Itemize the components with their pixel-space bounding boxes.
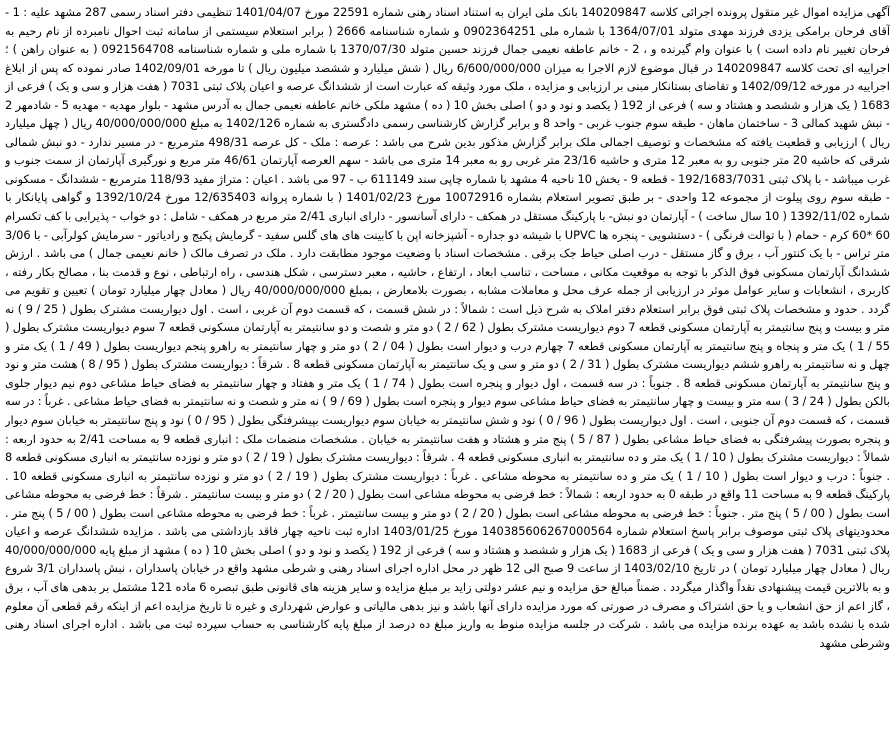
notice-body: آگهی مزایده اموال غیر منقول پرونده اجرائی کلاسه 140209847 بانک ملی ایران به استناد اسناد رهنی شماره 22591 مورخ 1401/04/07 تنظیمی دفتر اسناد رسمی 287 مشهد علیه : 1 - آقای فرحان برامکی یزدی فرزند مهدی متولد 1364/07/01 با شماره ملی 0902364251 و شماره شناسنامه 2666 ( برابر استعلام سیستمی از سامانه ثبت احوال نامبرده از نام رحیم به فرحان تغییر نام داده است ) با عنوان وام گیرنده و ، 2 - خانم عاطفه نعیمی جمال فرزند حسین متولد 1370/07/30 با شماره ملی و شماره شناسنامه 0921564708 ( به عنوان راهن ) ؛ اجراییه ای تحت کلاسه 140209847 در قبال موضوع لازم الاجرا به میزان 6/600/000/000 ریال ( شش میلیارد و ششصد میلیون ریال ) تا مورخه 1402/09/01 صادر نموده که پس از ابلاغ اجراییه در مورخه 1402/09/12 و تقاضای بستانکار مبنی بر ارزیابی و مزایده ، ملک مورد وثیقه که عبارت است از ششدانگ عرصه و اعیان پلاک ثبتی 7031 ( هفت هزار و سی و یک ) فرعی از 1683 ( یک هزار و ششصد و هشتاد و سه ) فرعی از 192 ( یکصد و نود و دو ) اصلی بخش 10 ( ده ) مشهد ملکی خانم عاطفه نعیمی جمال به آدرس مشهد - بلوار مهدیه - مهدیه 5 - شادمهر 2 - نبش شهید کمالی 3 - ساختمان ماهان - طبقه سوم جنوب غربی - واحد 8 و برابر گزارش کارشناسی رسمی دادگستری به شماره 1402/126 به مبلغ 40/000/000/000 ریال ( چهل میلیارد ریال ) ارزیابی و قطعیت یافته که مشخصات و توصیف اجمالی ملک برابر گزارش مذکور بدین شرح می باشد : عرصه : ملک - کل عرصه 498/31 مترمربع - در مسیر ندارد - دو نبش شمالی شرقی که حاشیه 20 متر جنوبی رو به معبر 12 متری و حاشیه 23/16 متر غربی رو به معبر 14 متری می باشد - سهم العرصه آپارتمان 46/61 متر مربع و نورگیری آپارتمان از سمت جنوب و غرب میباشد - با پلاک ثبتی 192/1683/7031 - قطعه 9 - بخش 10 ناحیه 4 مشهد با شماره چاپی سند 611149 ب - 97 می باشد . اعیان : متراژ مفید 118/93 مترمربع - ششدانگ - مسکونی - طبقه سوم روی پیلوت از مجموعه 12 واحدی - بر طبق تصویر استعلام بشماره 10072916 مورخ 1401/02/23 ( با شماره پروانه 12/635403 مورخ 1392/10/24 و گواهی پایانکار با شماره 1392/11/02 ( 10 سال ساخت ) - آپارتمان دو نبش- با پارکینگ مستقل در همکف - دارای آسانسور - دارای انباری 2/41 متر مربع در همکف - شامل : دو خواب - پذیرایی با کف تکسرام 60 *60 کرم - حمام ( با توالت فرنگی ) - دستشویی - پنجره ها UPVC با شیشه دو جداره - آشپزخانه اپن با کابینت های های گلس سفید - گرمایش پکیج و رادیاتور - سرمایش کولرآبی - با 3/06 متر تراس - با یک کنتور آب ، برق و گاز مستقل - درب اصلی حیاط جک برقی . مشخصات اسناد با وضعیت موجود مطابقت دارد . ملک در تصرف مالک ( خانم نعیمی جمال ) می باشد . ارزش ششدانگ آپارتمان مسکونی فوق الذکر با توجه به موقعیت مکانی ، مساحت ، تناسب ابعاد ، ارتفاع ، حاشیه ، معبر دسترسی ، شکل هندسی ، راه ارتباطی ، نوع و قدمت بنا ، مصالح بکار رفته ، کاربری ، انشعابات و سایر عوامل موثر در ارزیابی از جمله عرف محل و معاملات مشابه ، بصورت بلامعارض ، بمبلغ 40/000/000/000 ریال ( معادل چهار میلیارد تومان ) تعیین و تقویم می گردد . حدود و مشخصات پلاک ثبتی فوق برابر استعلام دفتر املاک به شرح ذیل است : شمالاً : در شش قسمت ، که قسمت دوم آن غربی ، است . اول دیواریست مشترک بطول ( 25 / 9 ) نه متر و بیست و پنج سانتیمتر به آپارتمان مسکونی قطعه 7 دوم دیواریست مشترک بطول ( 62 / 2 ) دو متر و شصت و دو سانتیمتر به آپارتمان مسکونی قطعه 7 سوم دیواریست مشترک بطول ( 55 / 1 ) یک متر و پنجاه و پنج سانتیمتر به آپارتمان مسکونی قطعه 7 چهارم درب و دیوار است بطول ( 04 / 2 ) دو متر و چهار سانتیمتر به راهرو پنجم دیواریست بطول ( 49 / 1 ) یک متر و چهل و نه سانتیمتر به راهرو ششم دیواریست مشترک بطول ( 31 / 2 ) دو متر و سی و یک سانتیمتر به آپارتمان مسکونی قطعه 8 . شرقاً : دیواریست مشترک بطول ( 95 / 8 ) هشت متر و نود و پنج سانتیمتر به آپارتمان مسکونی قطعه 8 . جنوباً : در سه قسمت ، اول دیوار و پنجره است بطول ( 74 / 1 ) یک متر و هفتاد و چهار سانتیمتر به فضای حیاط مشاعی دوم نیم دیوار جلوی بالکن بطول ( 24 / 3 ) سه متر و بیست و چهار سانتیمتر به فضای حیاط مشاعی سوم دیوار و پنجره است بطول ( 69 / 9 ) نه متر و شصت و نه سانتیمتر به فضای حیاط مشاعی . غرباً : در سه قسمت ، که قسمت دوم آن جنوبی ، است . اول دیواریست بطول ( 96 / 0 ) نود و شش سانتیمتر به خیابان سوم دیواریست بپیشرفتگی بطول ( 95 / 0 ) نود و پنج سانتیمتر به خیابان سوم دیوار و پنجره بصورت پیشرفتگی به فضای حیاط مشاعی بطول ( 87 / 5 ) پنج متر و هشتاد و هفت سانتیمتر به خیابان . مشخصات منضمات ملک : انباری قطعه 9 به مساحت 2/41 به حدود اربعه : شمالاً : دیواریست مشترک بطول ( 10 / 1 ) یک متر و ده سانتیمتر به انباری مسکونی قطعه 4 . شرقاً : دیواریست مشترک بطول ( 19 / 2 ) دو متر و نوزده سانتیمتر به انباری مسکونی قطعه 8 . جنوباً : درب و دیوار است بطول ( 10 / 1 ) یک متر و ده سانتیمتر به محوطه مشاعی . غرباً : دیواریست مشترک بطول ( 19 / 2 ) دو متر و نوزده سانتیمتر به انباری مسکونی قطعه 10 . پارکینگ قطعه 9 به مساحت 11 واقع در طبقه 0 به حدود اربعه : شمالاً : خط فرضی به محوطه مشاعی است بطول ( 20 / 2 ) دو متر و بیست سانتیمتر . شرقاً : خط فرضی به محوطه مشاعی است بطول ( 00 / 5 ) پنج متر . جنوباً : خط فرضی به محوطه مشاعی است بطول ( 20 / 2 ) دو متر و بیست سانتیمتر . غرباً : خط فرضی به محوطه مشاعی است بطول ( 00 / 5 ) پنج متر . محدودیتهای پلاک ثبتی موصوف برابر پاسخ استعلام شماره 140385606267000564 مورخ 1403/01/25 اداره ثبت ناحیه چهار فاقد بازداشتی می باشد . مزایده ششدانگ عرصه و اعیان پلاک ثبتی 7031 ( هفت هزار و سی و یک ) فرعی از 1683 ( یک هزار و ششصد و هشتاد و سه ) فرعی از 192 ( یکصد و نود و دو ) اصلی بخش 10 ( ده ) مشهد از مبلغ پایه 40/000/000/000 ریال ( معادل چهار میلیارد تومان ) در تاریخ 1403/02/10 از ساعت 9 صبح الی 12 ظهر در محل اداره اجرای اسناد رهنی و شرطی مشهد واقع در خیابان پاسداران ، نبش پاسداران 3/1 شروع و به بالاترین قیمت پیشنهادی نقداً واگذار میگردد . ضمناً مبالغ حق مزایده و نیم عشر دولتی زاید بر مبلغ مزایده و سایر هزینه های قانونی طبق تبصره 6 ماده 121 مشتمل بر بدهی های آب ، برق ، گاز اعم از حق انشعاب و یا حق اشتراک و مصرف در صورتی که مورد مزایده دارای آنها باشد و نیز بدهی مالیاتی و عوارض شهرداری و غیره تا تاریخ مزایده اعم از اینکه رقم قطعی آن معلوم شده یا نشده باشد به عهده برنده مزایده می باشد . شرکت در جلسه مزایده منوط به واریز مبلغ ده درصد از مبلغ پایه کارشناسی به حساب سپرده ثبت می باشد . (5, 5, 890, 632)
auction-notice-text (5, 3, 890, 748)
notice-footer: اداره اجرای اسناد رهنی وشرطی مشهد (5, 617, 890, 650)
